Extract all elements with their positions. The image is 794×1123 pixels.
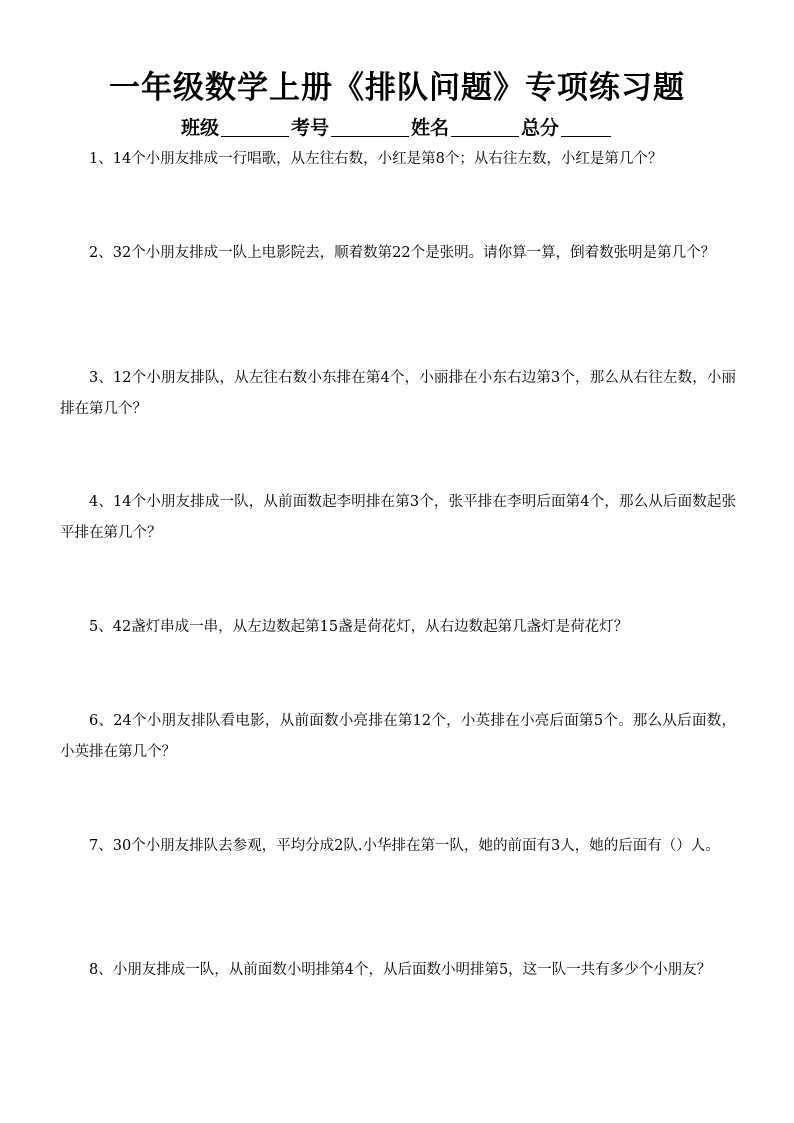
score-blank[interactable] — [561, 118, 611, 137]
question-8: 8、小朋友排成一队，从前面数小明排第4个，从后面数小明排第5，这一队一共有多少个小朋友？ — [89, 962, 712, 978]
exam-no-label: 考号 — [290, 117, 329, 139]
exam-no-blank[interactable] — [331, 118, 409, 137]
score-label: 总分 — [521, 117, 560, 139]
name-blank[interactable] — [451, 118, 519, 137]
question-2: 2、32个小朋友排成一队上电影院去，顺着数第22个是张明。请你算一算，倒着数张明是第几个？ — [89, 245, 716, 261]
name-label: 姓名 — [411, 117, 450, 139]
class-label: 班级 — [180, 117, 219, 139]
question-3: 3、12个小朋友排队，从左往右数小东排在第4个，小丽排在小东右边第3个，那么从右往左数，小丽排在第几个？ — [60, 370, 736, 417]
student-info-line — [0, 113, 794, 140]
question-4: 4、14个小朋友排成一队，从前面数起李明排在第3个，张平排在李明后面第4个，那么从后面数起张平排在第几个？ — [60, 494, 736, 541]
question-6: 6、24个小朋友排队看电影，从前面数小亮排在第12个，小英排在小亮后面第5个。那么从后面数，小英排在第几个？ — [60, 713, 736, 760]
question-1: 1、14个小朋友排成一行唱歌，从左往右数，小红是第8个；从右往左数，小红是第几个？ — [89, 151, 663, 167]
question-5: 5、42盏灯串成一串，从左边数起第15盏是荷花灯，从右边数起第几盏灯是荷花灯？ — [89, 619, 629, 635]
worksheet-title: 一年级数学上册《排队问题》专项练习题 — [109, 70, 685, 106]
class-blank[interactable] — [221, 118, 289, 137]
question-7: 7、30个小朋友排队去参观，平均分成2队.小华排在第一队，她的前面有3人，她的后面有（）人。 — [89, 838, 720, 854]
